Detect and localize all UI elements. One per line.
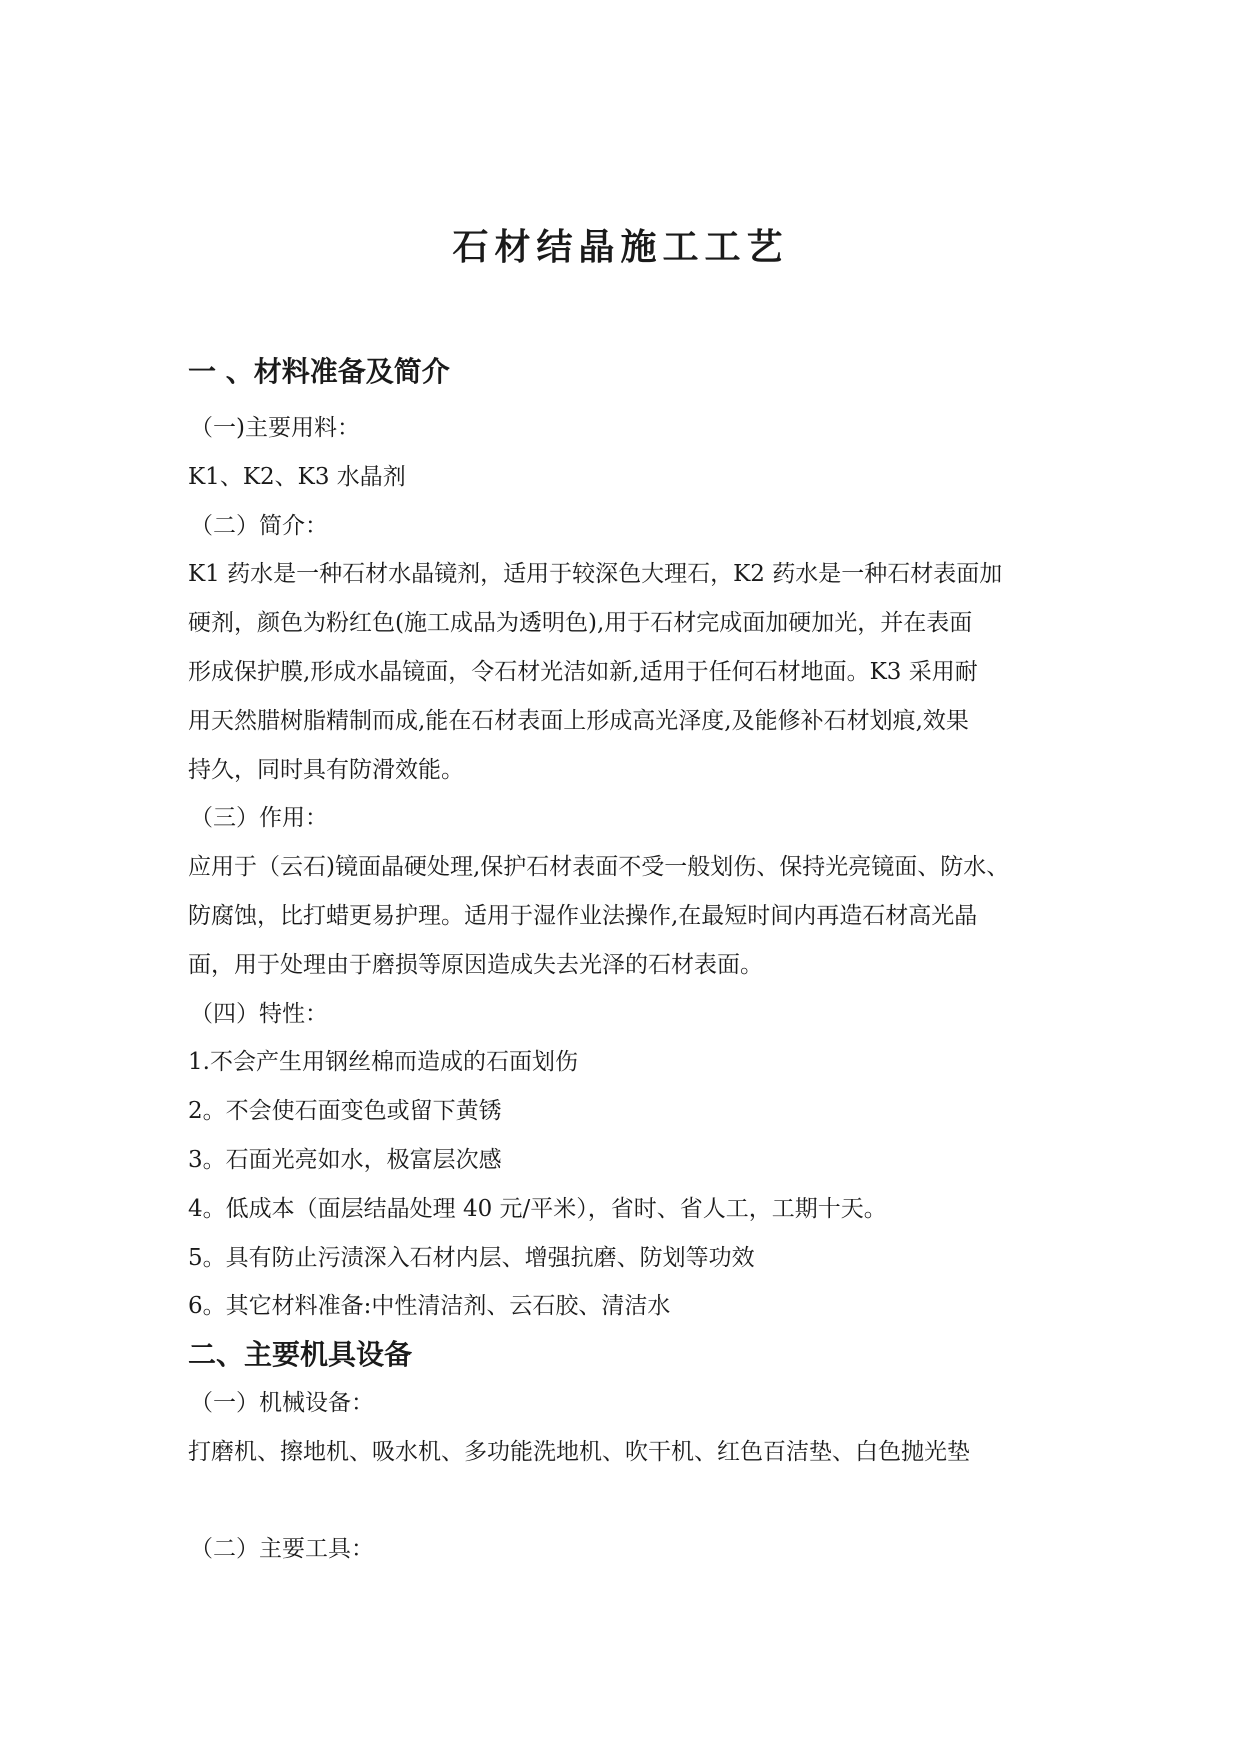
paragraph-line: 持久，同时具有防滑效能。 — [188, 756, 464, 783]
subheading-intro: （二）简介： — [190, 512, 328, 539]
paragraph-line: 应用于（云石)镜面晶硬处理,保护石材表面不受一般划伤、保持光亮镜面、防水、 — [188, 854, 1010, 881]
section-heading-materials: 一 、材料准备及简介 — [188, 355, 450, 388]
subheading-function: （三）作用： — [190, 805, 328, 832]
document-title: 石材结晶施工工艺 — [452, 226, 789, 268]
document-body — [188, 348, 1068, 1574]
feature-item: 1.不会产生用钢丝棉而造成的石面划伤 — [188, 1049, 578, 1076]
paragraph-line: 面，用于处理由于磨损等原因造成失去光泽的石材表面。 — [188, 951, 763, 978]
feature-item: 3。石面光亮如水，极富层次感 — [188, 1146, 502, 1173]
paragraph-line: 用天然腊树脂精制而成,能在石材表面上形成高光泽度,及能修补石材划痕,效果 — [188, 707, 969, 734]
intro-paragraph — [188, 550, 1068, 794]
subheading-machinery: （一）机械设备： — [190, 1390, 374, 1417]
paragraph-line: K1 药水是一种石材水晶镜剂，适用于较深色大理石，K2 药水是一种石材表面加 — [188, 561, 1003, 588]
subheading-features: （四）特性： — [190, 1000, 328, 1027]
paragraph-line: 防腐蚀，比打蜡更易护理。适用于湿作业法操作,在最短时间内再造石材高光晶 — [188, 902, 978, 929]
paragraph-line: 形成保护膜,形成水晶镜面，令石材光洁如新,适用于任何石材地面。K3 采用耐 — [188, 658, 978, 685]
function-paragraph — [188, 843, 1068, 989]
feature-item: 5。具有防止污渍深入石材内层、增强抗磨、防划等功效 — [188, 1244, 755, 1271]
blank-line — [188, 1477, 1068, 1525]
paragraph-line: 硬剂，颜色为粉红色(施工成品为透明色),用于石材完成面加硬加光，并在表面 — [188, 610, 973, 637]
subheading-tools: （二）主要工具： — [190, 1535, 374, 1562]
machinery-list: 打磨机、擦地机、吸水机、多功能洗地机、吹干机、红色百洁垫、白色抛光垫 — [188, 1438, 970, 1465]
feature-item: 6。其它材料准备:中性清洁剂、云石胶、清洁水 — [188, 1293, 671, 1320]
feature-item: 4。低成本（面层结晶处理 40 元/平米），省时、省人工，工期十天。 — [188, 1195, 887, 1222]
subheading-main-materials: （一)主要用料： — [190, 415, 360, 441]
materials-list: K1、K2、K3 水晶剂 — [188, 463, 406, 490]
section-heading-equipment: 二、主要机具设备 — [188, 1338, 413, 1372]
feature-item: 2。不会使石面变色或留下黄锈 — [188, 1098, 502, 1125]
